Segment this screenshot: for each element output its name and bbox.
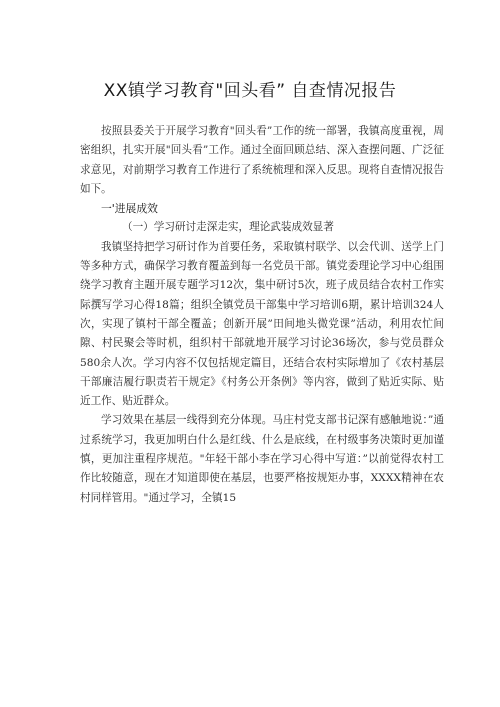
subsection-heading: （一）学习研讨走深走实，理论武装成效显著 <box>122 221 334 234</box>
body-paragraph: 我镇坚持把学习研讨作为首要任务，采取镇村联学、以会代训、送学上门等多种方式，确保学习教育覆盖到每一名党员干部。镇党委理论学习中心组围绕学习教育主题开展专题学习12次，集中研讨5次，班子成员结合农村工作实际撰写学习心得18篇；组织全镇党员干部集中学习培训6期，累计培训324人次，实现了镇村干部全覆盖；创新开展”田间地头微党课”活动，利用农忙间隙、村民聚会等时机，组织村干部就地开展学习讨论36场次，参与党员群众580余人次。学习内容不仅包括规定篇目，还结合农村实际增加了《农村基层干部廉洁履行职责若干规定》《村务公开条例》等内容，做到了贴近实际、贴近工作、贴近群众。 <box>80 240 444 408</box>
intro-paragraph: 按照县委关于开展学习教育"回头看”工作的统一部署，我镇高度重视，周密组织，扎实开展"回头看”工作。通过全面回顾总结、深入查摆问题、广泛征求意见，对前期学习教育工作进行了系统梳理和深入反思。现将自查情况报告如下。 <box>80 125 444 195</box>
body-paragraph: 学习效果在基层一线得到充分体现。马庄村党支部书记深有感触地说：”通过系统学习，我更加明白什么是红线、什么是底线，在村级事务决策时更加谨慎，更加注重程序规范。"年轻干部小李在学习心得中写道：”以前觉得农村工作比较随意，现在才知道即使在基层，也要严格按规矩办事，XXXX精神在农村同样管用。"通过学习，全镇15 <box>80 414 444 504</box>
document-title: XX镇学习教育"回头看” 自查情况报告 <box>103 81 397 101</box>
document-body <box>80 122 444 508</box>
section-heading: 一'进展成效 <box>101 202 158 216</box>
